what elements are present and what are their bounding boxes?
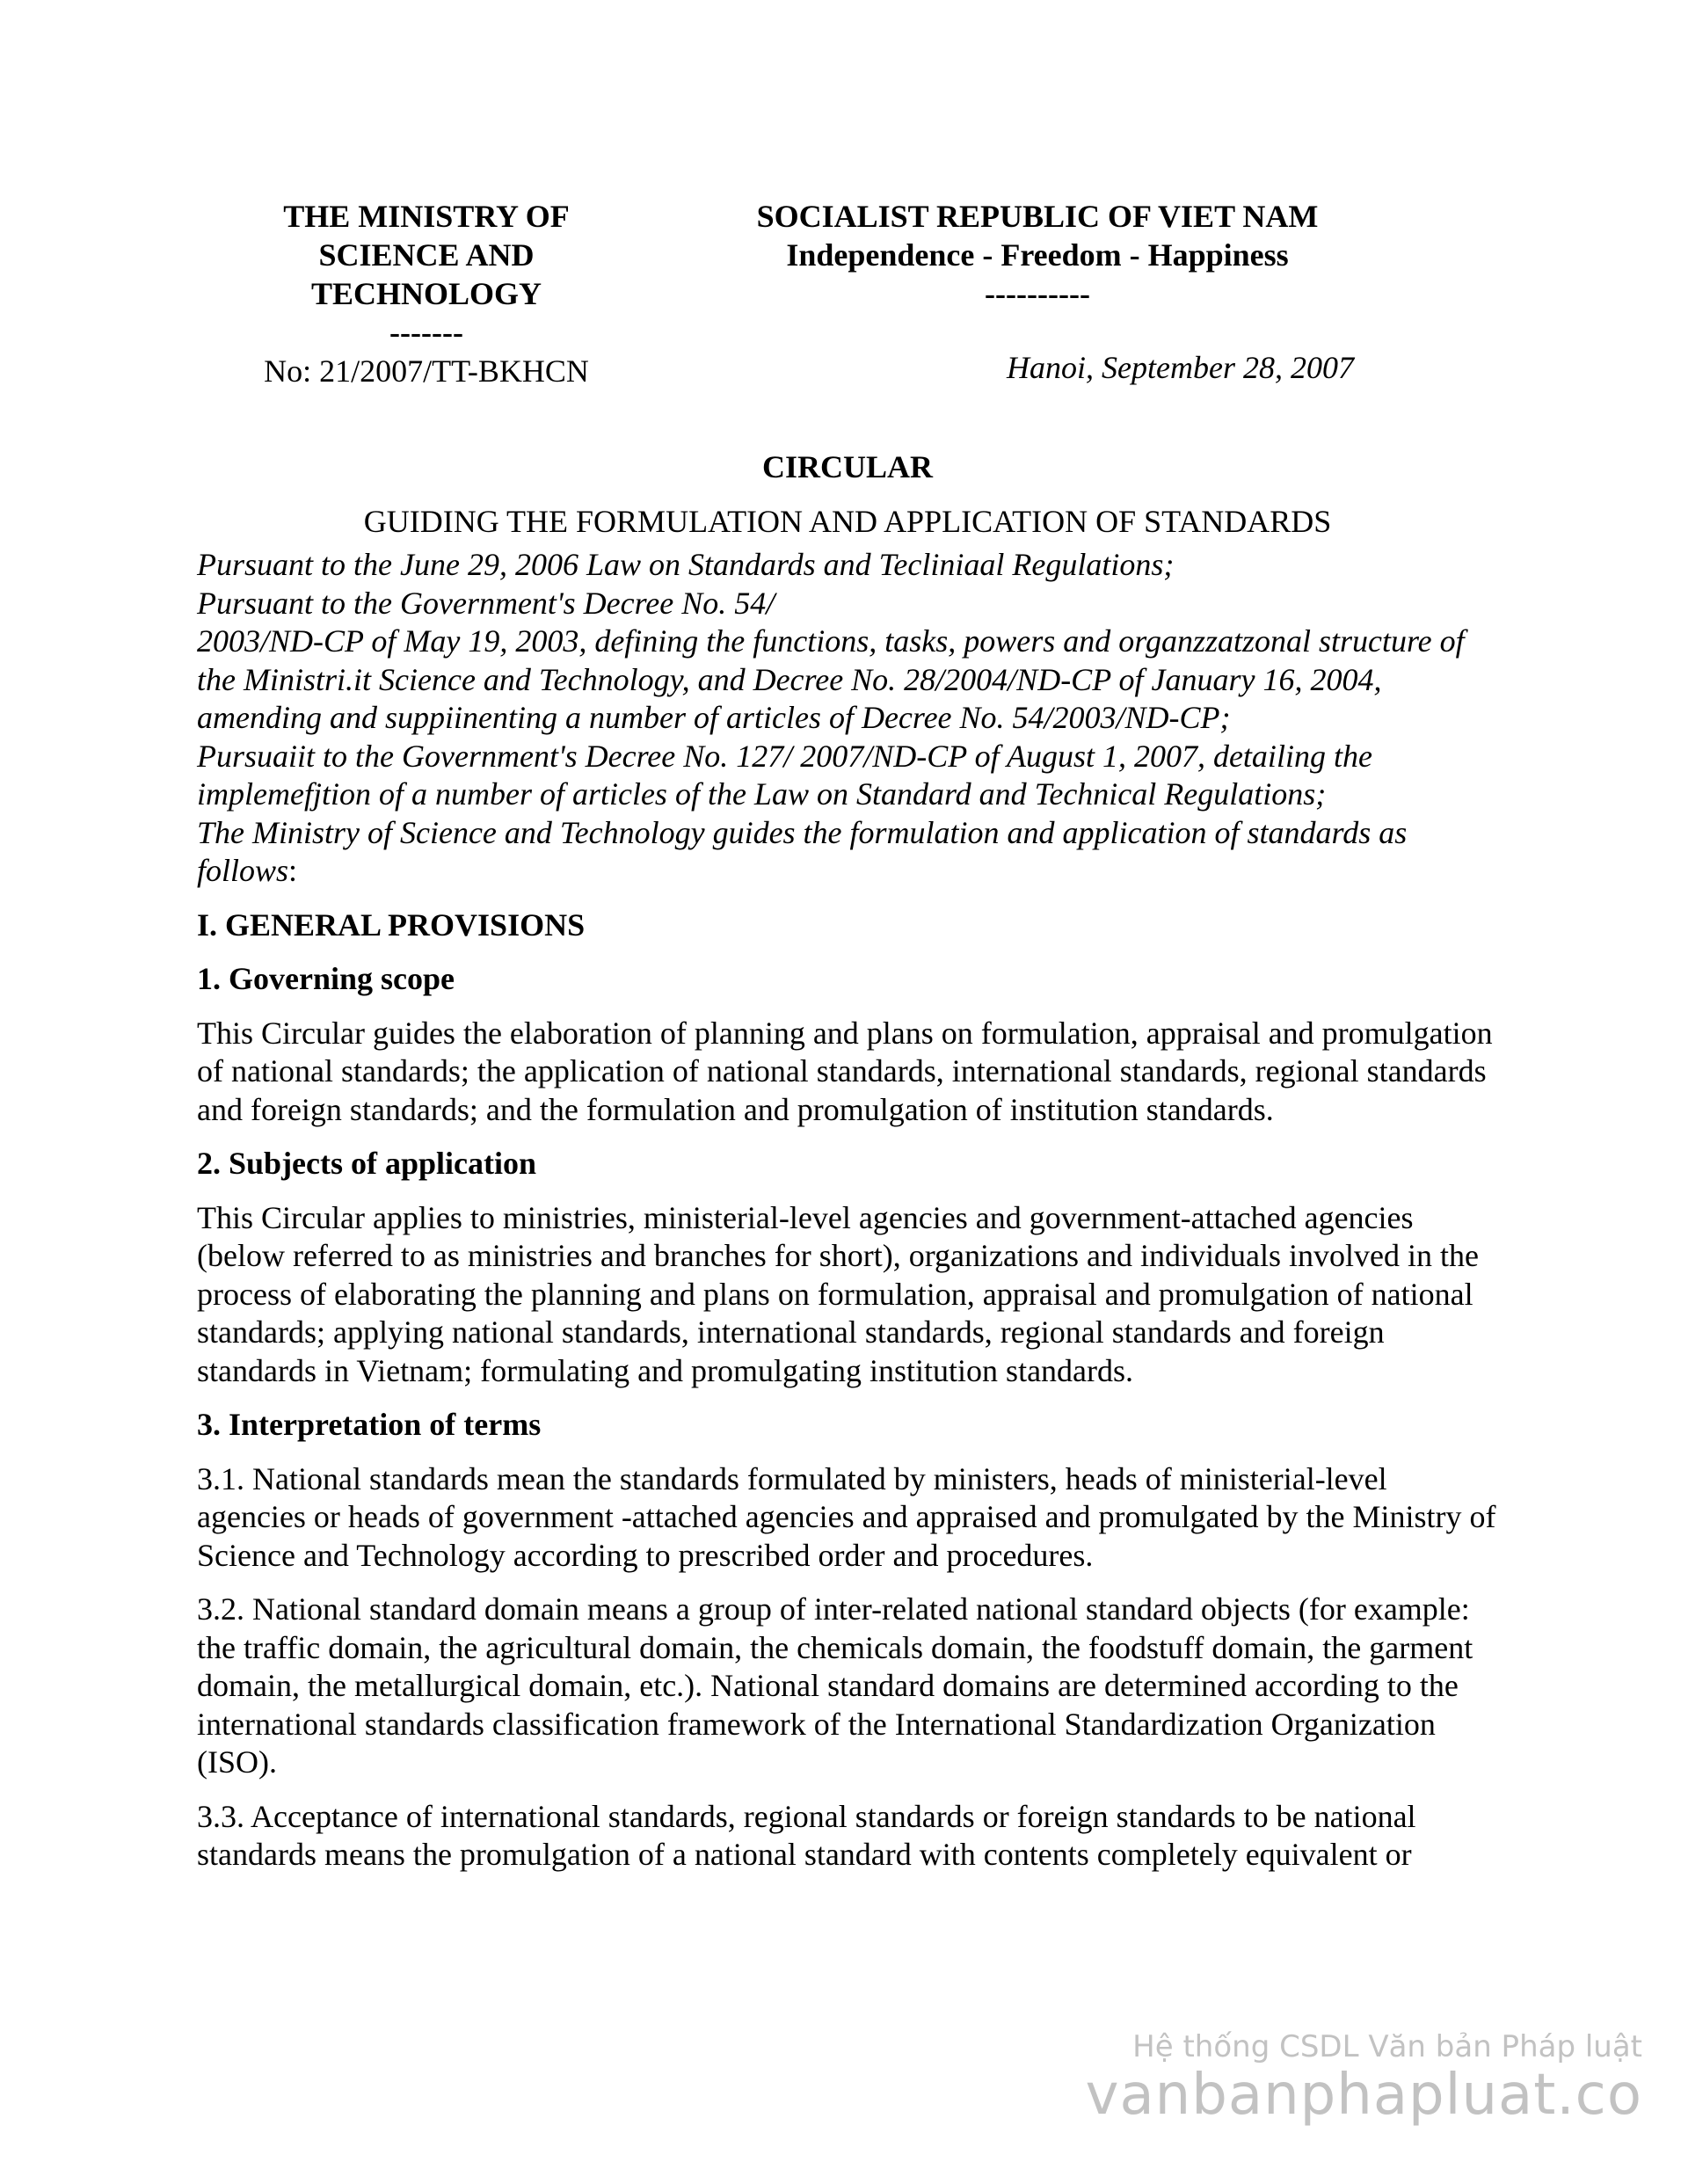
preamble-line: 2003/ND-CP of May 19, 2003, defining the functions, tasks, powers and organzzatzonal structure of the Ministri.it Science and Technology, and Decree No. 28/2004/ND-CP of January 16, 2004, amending and suppiinenting a number of articles of Decree No. 54/2003/ND-CP; — [197, 623, 1465, 735]
paragraph: 3.3. Acceptance of international standards, regional standards or foreign standards to be national standards means the promulgation of a national standard with contents completely equivalent or — [197, 1798, 1416, 1872]
national-divider: ---------- — [985, 276, 1090, 311]
authority-line-1: THE MINISTRY OF — [283, 199, 570, 234]
watermark-caption: Hệ thống CSDL Văn bản Pháp luật — [1132, 2029, 1642, 2064]
paragraph: 3.1. National standards mean the standards formulated by ministers, heads of ministerial-level agencies or heads of government -attached agencies and appraised and promulgated by the Ministry of Science and Technology according to prescribed order and procedures. — [197, 1460, 1496, 1573]
paragraph: This Circular guides the elaboration of planning and plans on formulation, appraisal and promulgation of national standards; the application of national standards, international standards, regional standards and foreign standards; and the formulation and promulgation of institution standards. — [197, 1015, 1493, 1127]
document-body — [197, 448, 1498, 1875]
document-title: CIRCULAR — [761, 449, 933, 484]
subsection-heading: 2. Subjects of application — [197, 1146, 537, 1181]
document-subtitle: GUIDING THE FORMULATION AND APPLICATION OF STANDARDS — [363, 503, 1332, 539]
watermark-domain: vanbanphapluat.co — [1085, 2063, 1642, 2128]
preamble-line: Pursuant to the June 29, 2006 Law on Standards and Tecliniaal Regulations; — [197, 547, 1175, 582]
preamble-colon: : — [288, 853, 298, 888]
subsection-heading: 1. Governing scope — [197, 961, 455, 996]
preamble-line: Pursuaiit to the Government's Decree No. 127/ 2007/ND-CP of August 1, 2007, detailing the implemefjtion of a number of articles of the Law on Standard and Technical Regulations; — [197, 738, 1372, 812]
national-name: SOCIALIST REPUBLIC OF VIET NAM — [756, 199, 1319, 234]
preamble — [197, 546, 1498, 891]
issuing-authority — [246, 197, 607, 390]
authority-divider: ------- — [389, 315, 463, 350]
national-header — [703, 197, 1372, 313]
subsection-heading: 3. Interpretation of terms — [197, 1407, 542, 1442]
preamble-line: Pursuant to the Government's Decree No. 54/ — [197, 585, 775, 621]
national-motto: Independence - Freedom - Happiness — [786, 237, 1289, 273]
document-date: Hanoi, September 28, 2007 — [1007, 350, 1354, 385]
preamble-line: The Ministry of Science and Technology guides the formulation and application of standards as follows — [197, 814, 1408, 888]
authority-line-2: SCIENCE AND — [318, 237, 535, 273]
authority-line-3: TECHNOLOGY — [310, 276, 542, 311]
document-number: No: 21/2007/TT-BKHCN — [264, 353, 589, 389]
paragraph: 3.2. National standard domain means a group of inter-related national standard objects (for example: the traffic domain, the agricultural domain, the chemicals domain, the foodstuff domain, the garment domain, the metallurgical domain, etc.). National standard domains are determined according to the international standards classification framework of the International Standardization Organization (ISO). — [197, 1591, 1473, 1780]
paragraph: This Circular applies to ministries, ministerial-level agencies and government-attached agencies (below referred to as ministries and branches for short), organizations and individuals involved in the process of elaborating the planning and plans on formulation, appraisal and promulgation of national standards; applying national standards, international standards, regional standards and foreign standards in Vietnam; formulating and promulgating institution standards. — [197, 1199, 1479, 1388]
section-heading: I. GENERAL PROVISIONS — [197, 906, 586, 943]
preamble-last-line — [197, 814, 1498, 891]
